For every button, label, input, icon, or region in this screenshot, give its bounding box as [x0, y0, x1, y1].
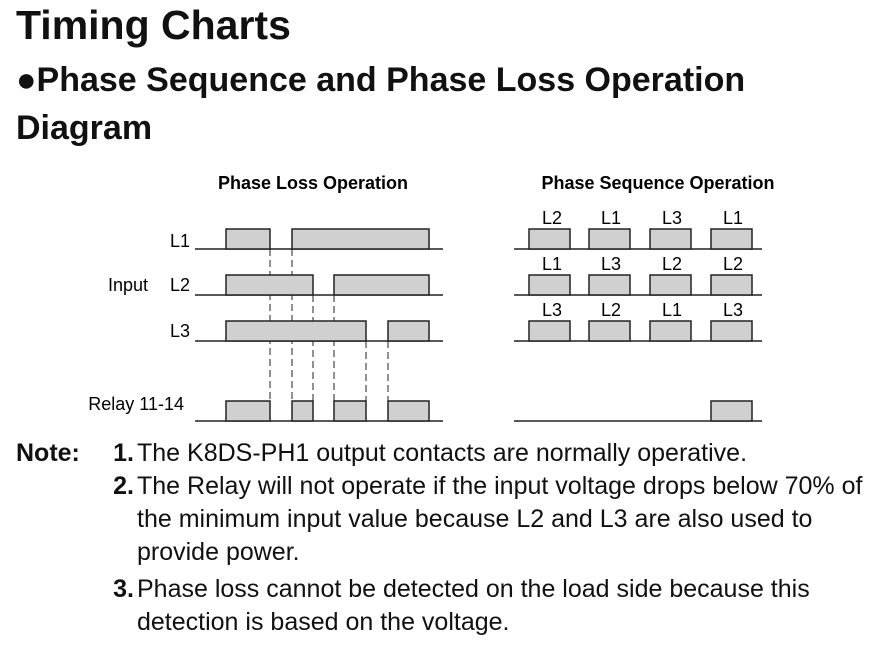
seq-pulse: [650, 229, 691, 249]
seq-label: L2: [661, 254, 683, 274]
seq-pulse: [589, 275, 630, 295]
seq-pulse: [711, 275, 752, 295]
seq-label: L3: [600, 254, 622, 274]
seq-pulse: [589, 321, 630, 341]
bullet-icon: ●: [16, 61, 37, 99]
l1-pulse: [292, 229, 429, 249]
note-text: Phase loss cannot be detected on the load side because this detection is based on the voltage.: [137, 575, 810, 636]
seq-pulse: [711, 321, 752, 341]
timing-diagram: [0, 160, 888, 435]
seq-pulse: [529, 275, 570, 295]
notes-heading: Note:: [16, 439, 80, 467]
seq-label: L3: [722, 300, 744, 320]
row-label-l2: L2: [169, 275, 190, 295]
note-text: The Relay will not operate if the input voltage drops below 70% of the minimum input value because L2 and L3 are also used to provide power.: [137, 472, 863, 566]
seq-relay-pulse: [711, 401, 752, 421]
relay-pulse: [334, 401, 366, 421]
l1-pulse: [226, 229, 270, 249]
row-label-l3: L3: [169, 321, 190, 341]
relay-label: Relay 11-14: [88, 394, 184, 414]
seq-pulse: [650, 275, 691, 295]
seq-label: L3: [661, 208, 683, 228]
seq-label: L1: [541, 254, 563, 274]
l3-pulse: [388, 321, 429, 341]
note-number: 2.: [113, 472, 134, 500]
relay-pulse: [226, 401, 270, 421]
section-heading: [16, 56, 876, 152]
seq-label: L1: [661, 300, 683, 320]
note-number: 1.: [113, 439, 134, 467]
seq-label: L2: [600, 300, 622, 320]
l3-pulse: [226, 321, 366, 341]
phase-sequence-title: Phase Sequence Operation: [541, 173, 775, 193]
phase-loss-title: Phase Loss Operation: [217, 173, 409, 193]
seq-pulse: [711, 229, 752, 249]
l2-pulse: [226, 275, 313, 295]
section-heading-text: Phase Sequence and Phase Loss Operation Diagram: [16, 61, 746, 147]
l2-pulse: [334, 275, 429, 295]
seq-label: L3: [541, 300, 563, 320]
relay-pulse: [388, 401, 429, 421]
input-label: Input: [107, 275, 148, 295]
seq-label: L2: [541, 208, 563, 228]
note-number: 3.: [113, 575, 134, 603]
seq-pulse: [529, 321, 570, 341]
seq-label: L1: [600, 208, 622, 228]
seq-label: L1: [722, 208, 744, 228]
seq-pulse: [589, 229, 630, 249]
seq-pulse: [529, 229, 570, 249]
page-title: Timing Charts: [16, 2, 291, 48]
seq-pulse: [650, 321, 691, 341]
relay-pulse: [292, 401, 313, 421]
row-label-l1: L1: [169, 231, 190, 251]
note-text: The K8DS-PH1 output contacts are normally operative.: [137, 439, 748, 467]
seq-label: L2: [722, 254, 744, 274]
